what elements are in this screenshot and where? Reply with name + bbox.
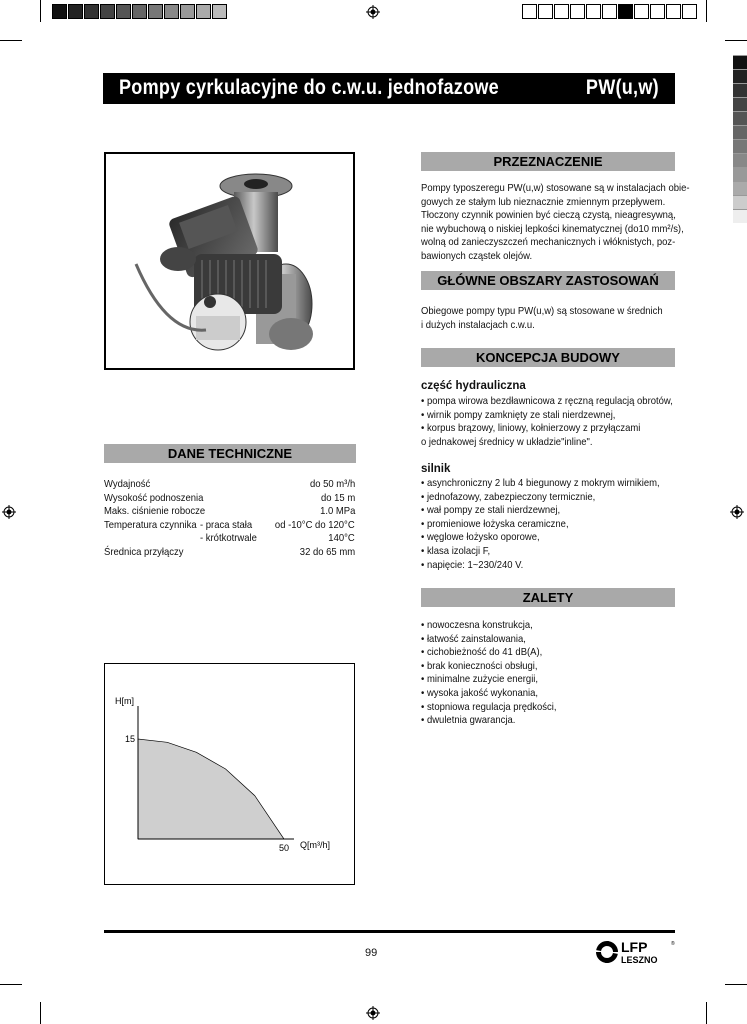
list-item: • jednofazowy, zabezpieczony termicznie, xyxy=(421,491,596,503)
motor-subheading: silnik xyxy=(421,463,451,475)
crop-mark xyxy=(725,984,747,985)
crop-mark xyxy=(706,1002,707,1024)
table-row: Maks. ciśnienie robocze 1.0 MPa xyxy=(104,506,355,518)
x-axis-label: Q[m³/h] xyxy=(300,840,331,850)
list-item: • brak konieczności obsługi, xyxy=(421,660,538,672)
list-item: • łatwość zainstalowania, xyxy=(421,633,526,645)
list-item: • wysoka jakość wykonania, xyxy=(421,687,539,699)
section-heading-zastosowania: GŁÓWNE OBSZARY ZASTOSOWAŃ xyxy=(421,271,675,290)
motor-list xyxy=(421,477,660,572)
hydraulic-list xyxy=(421,395,673,449)
registration-mark-icon xyxy=(730,505,744,519)
crop-mark xyxy=(40,0,41,22)
pump-photo xyxy=(104,152,355,370)
page-title: Pompy cyrkulacyjne do c.w.u. jednofazowe xyxy=(119,76,499,99)
section-heading-zalety: ZALETY xyxy=(421,588,675,607)
lfp-swirl-logo-icon xyxy=(594,938,676,966)
registration-mark-icon xyxy=(366,1006,380,1020)
przeznaczenie-text: Pompy typoszeregu PW(u,w) stosowane są w instalacjach obie- gowych ze stałym lub nieznacznie zmiennym przepływem. Tłoczony czynnik powinien być cieczą czystą, nieagresywną, nie wybuchową o niskiej lepkości kinematycznej (do10 mm²/s), wolną od zanieczyszczeń mechanicznych i włóknistych, poz- bawionych cząstek olejów. xyxy=(421,183,690,262)
table-row: - krótkotrwale 140°C xyxy=(200,533,355,545)
y-axis-label: H[m] xyxy=(115,696,134,706)
list-item: • wirnik pompy zamknięty ze stali nierdzewnej, xyxy=(421,409,616,421)
list-item: o jednakowej średnicy w układzie"inline". xyxy=(421,436,593,448)
footer-rule xyxy=(104,930,675,933)
tech-data-table xyxy=(104,478,355,560)
list-item: • klasa izolacji F, xyxy=(421,545,491,557)
list-item: • pompa wirowa bezdławnicowa z ręczną regulacją obrotów, xyxy=(421,396,673,407)
zalety-list xyxy=(421,619,556,728)
registration-mark-icon xyxy=(2,505,16,519)
hydraulic-subheading: część hydrauliczna xyxy=(421,380,526,392)
list-item: • promieniowe łożyska ceramiczne, xyxy=(421,518,569,530)
crop-mark xyxy=(40,1002,41,1024)
pump-illustration xyxy=(106,154,353,368)
page-number: 99 xyxy=(365,947,378,959)
svg-text:LESZNO: LESZNO xyxy=(621,955,658,965)
y-tick-label: 15 xyxy=(125,734,136,744)
list-item: • wał pompy ze stali nierdzewnej, xyxy=(421,505,561,517)
chart-area-fill xyxy=(138,739,284,839)
zastosowania-text: Obiegowe pompy typu PW(u,w) są stosowane w średnich i dużych instalacjach c.w.u. xyxy=(421,306,663,331)
registration-mark-icon xyxy=(366,5,380,19)
list-item: • minimalne zużycie energii, xyxy=(421,674,539,686)
crop-mark xyxy=(706,0,707,22)
crop-mark xyxy=(0,984,22,985)
grey-scale-strip xyxy=(52,4,228,19)
svg-text:®: ® xyxy=(671,941,675,947)
list-item: • asynchroniczny 2 lub 4 biegunowy z mokrym wirnikiem, xyxy=(421,478,660,489)
list-item: • napięcie: 1~230/240 V. xyxy=(421,559,524,571)
side-grey-strip xyxy=(733,55,747,223)
list-item: • stopniowa regulacja prędkości, xyxy=(421,701,557,713)
list-item: • węglowe łożysko oporowe, xyxy=(421,532,540,544)
x-tick-label: 50 xyxy=(279,843,290,853)
list-item: • dwuletnia gwarancja. xyxy=(421,715,516,727)
page-title-bar xyxy=(103,73,675,104)
list-item: • nowoczesna konstrukcja, xyxy=(421,620,533,631)
section-heading-koncepcja: KONCEPCJA BUDOWY xyxy=(421,348,675,367)
list-item: • cichobieżność do 41 dB(A), xyxy=(421,647,543,659)
performance-chart xyxy=(104,663,355,885)
table-row: Wysokość podnoszenia do 15 m xyxy=(104,492,355,504)
performance-chart-svg xyxy=(105,664,354,884)
list-item: • korpus brązowy, liniowy, kołnierzowy z przyłączami xyxy=(421,423,641,435)
table-row: Temperatura czynnika - praca stała od -10°C do 120°C xyxy=(104,519,355,531)
table-row: Średnica przyłączy 32 do 65 mm xyxy=(104,546,355,558)
section-heading-dane: DANE TECHNICZNE xyxy=(104,444,356,463)
section-heading-przeznaczenie: PRZEZNACZENIE xyxy=(421,152,675,171)
crop-mark xyxy=(0,40,22,41)
crop-mark xyxy=(725,40,747,41)
check-strip xyxy=(522,4,698,19)
svg-text:LFP: LFP xyxy=(621,939,648,955)
model-name: PW(u,w) xyxy=(585,76,659,99)
table-row: Wydajność do 50 m³/h xyxy=(104,479,355,490)
